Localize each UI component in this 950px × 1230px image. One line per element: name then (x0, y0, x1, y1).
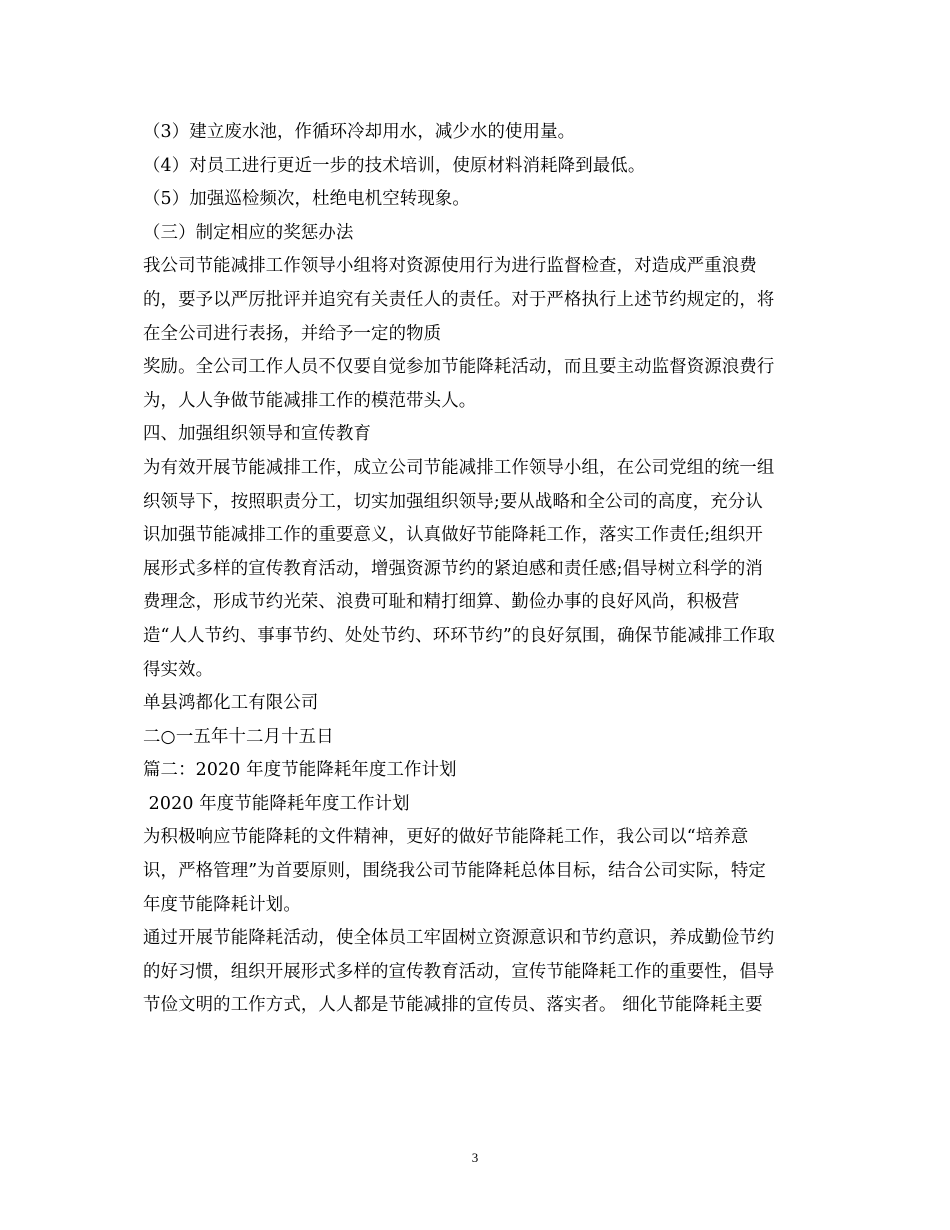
text-line: 费理念，形成节约光荣、浪费可耻和精打细算、勤俭办事的良好风尚，积极营 (143, 592, 740, 613)
part-heading: 篇二：2020 年度节能降耗年度工作计划 (143, 760, 457, 781)
text-line: 的，要予以严厉批评并追究有关责任人的责任。对于严格执行上述节约规定的，将 (143, 289, 775, 310)
page-number: 3 (471, 1150, 479, 1165)
text-line: 通过开展节能降耗活动，使全体员工牢固树立资源意识和节约意识，养成勤俭节约 (143, 928, 775, 949)
text-line: 的好习惯，组织开展形式多样的宣传教育活动，宣传节能降耗工作的重要性，倡导 (143, 961, 775, 982)
text-line: 为积极响应节能降耗的文件精神，更好的做好节能降耗工作，我公司以“培养意 (143, 827, 749, 848)
text-line: 织领导下，按照职责分工，切实加强组织领导;要从战略和全公司的高度，充分认 (143, 491, 763, 512)
text-line: 节俭文明的工作方式，人人都是节能减排的宣传员、落实者。 细化节能降耗主要 (143, 995, 763, 1016)
text-line: （4）对员工进行更近一步的技术培训，使原材料消耗降到最低。 (143, 155, 646, 176)
text-line: 识加强节能减排工作的重要意义，认真做好节能降耗工作，落实工作责任;组织开 (143, 525, 763, 546)
text-line: 奖励。全公司工作人员不仅要自觉参加节能降耗活动，而且要主动监督资源浪费行 (143, 357, 775, 378)
company-signature: 单县鸿都化工有限公司 (143, 693, 319, 714)
text-line: 为有效开展节能减排工作，成立公司节能减排工作领导小组，在公司党组的统一组 (143, 457, 775, 478)
document-title: 2020 年度节能降耗年度工作计划 (143, 793, 410, 814)
body-text (143, 116, 815, 1023)
text-line: （5）加强巡检频次，杜绝电机空转现象。 (143, 189, 470, 210)
text-line: 识，严格管理”为首要原则，围绕我公司节能降耗总体目标，结合公司实际，特定 (143, 861, 766, 882)
text-line: 展形式多样的宣传教育活动，增强资源节约的紧迫感和责任感;倡导树立科学的消 (143, 558, 763, 579)
text-line: 我公司节能减排工作领导小组将对资源使用行为进行监督检查，对造成严重浪费 (143, 256, 757, 277)
text-line: 得实效。 (143, 659, 214, 680)
section-heading: 四、加强组织领导和宣传教育 (143, 424, 372, 445)
text-line: 在全公司进行表扬，并给予一定的物质 (143, 323, 442, 344)
text-line: 造“人人节约、事事节约、处处节约、环环节约”的良好氛围，确保节能减排工作取 (143, 625, 776, 646)
signature-date: 二○一五年十二月十五日 (143, 726, 334, 747)
text-line: （3）建立废水池，作循环冷却用水，减少水的使用量。 (143, 122, 576, 142)
text-line: 年度节能降耗计划。 (143, 894, 301, 915)
text-line: 为，人人争做节能减排工作的模范带头人。 (143, 390, 477, 411)
section-heading: （三）制定相应的奖惩办法 (143, 222, 354, 243)
